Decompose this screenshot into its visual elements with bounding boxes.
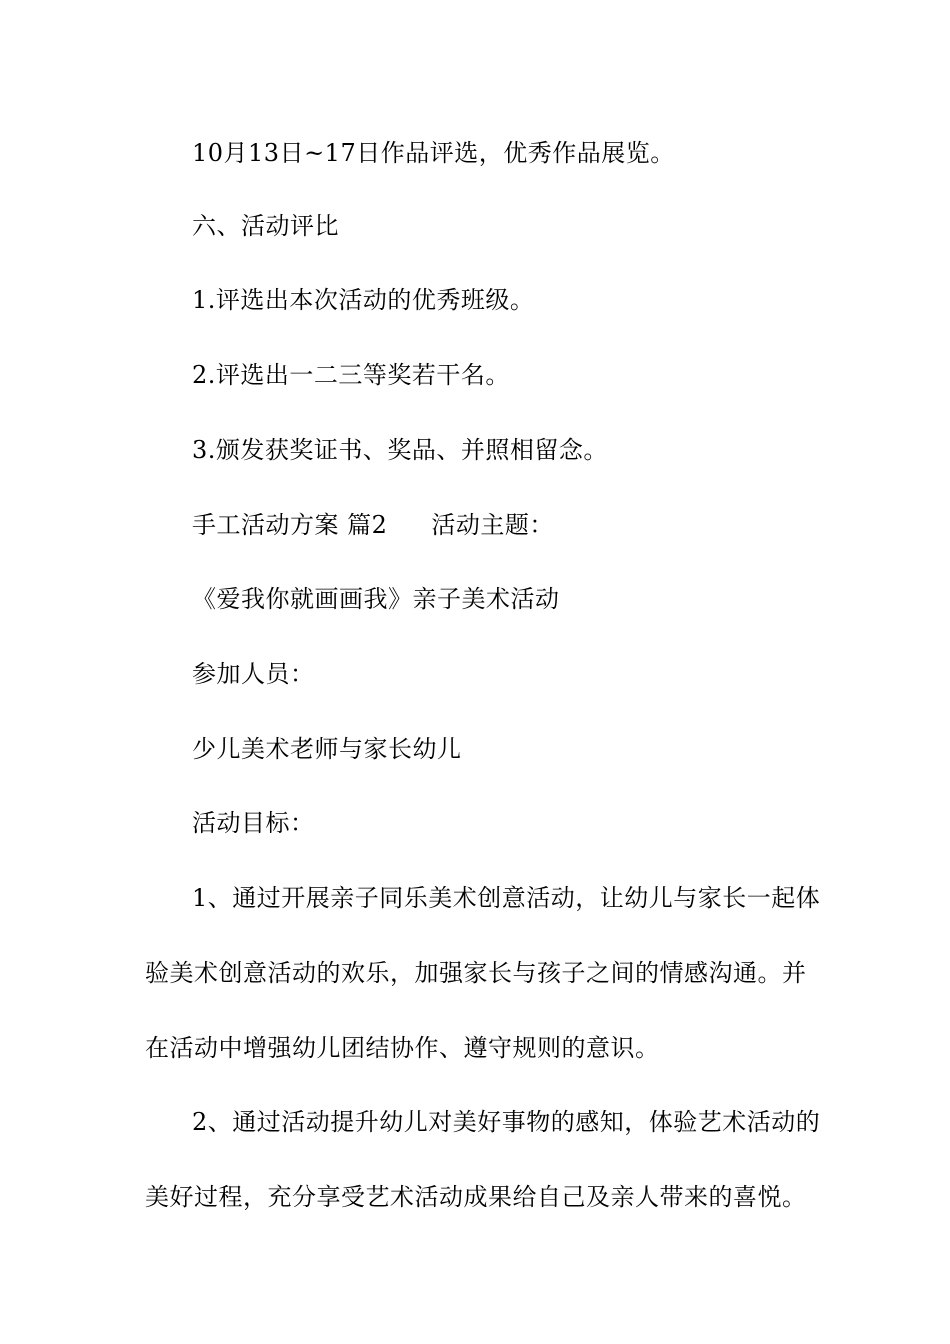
participants-label: 参加人员： xyxy=(192,660,315,688)
activity-theme: 《爱我你就画画我》亲子美术活动 xyxy=(192,585,560,613)
paragraph-line: 美好过程，充分享受艺术活动成果给自己及亲人带来的喜悦。 xyxy=(145,1183,807,1211)
list-item: 1.评选出本次活动的优秀班级。 xyxy=(192,286,535,314)
list-item: 2.评选出一二三等奖若干名。 xyxy=(192,361,510,389)
participants-text: 少儿美术老师与家长幼儿 xyxy=(192,735,462,763)
paragraph-line: 1、通过开展亲子同乐美术创意活动，让幼儿与家长一起体 xyxy=(192,884,821,912)
paragraph-line: 2、通过活动提升幼儿对美好事物的感知，体验艺术活动的 xyxy=(192,1108,821,1136)
text-line-schedule: 10月13日~17日作品评选，优秀作品展览。 xyxy=(192,139,675,167)
paragraph-line: 验美术创意活动的欢乐，加强家长与孩子之间的情感沟通。并 xyxy=(145,959,807,987)
section-title-line xyxy=(192,510,554,540)
paragraph-line: 在活动中增强幼儿团结协作、遵守规则的意识。 xyxy=(145,1034,660,1062)
list-item: 3.颁发获奖证书、奖品、并照相留念。 xyxy=(192,436,608,464)
section-title: 手工活动方案 篇2 xyxy=(192,511,388,539)
section-heading-evaluation: 六、活动评比 xyxy=(192,212,339,240)
theme-label: 活动主题： xyxy=(431,511,554,539)
goals-label: 活动目标： xyxy=(192,809,315,837)
